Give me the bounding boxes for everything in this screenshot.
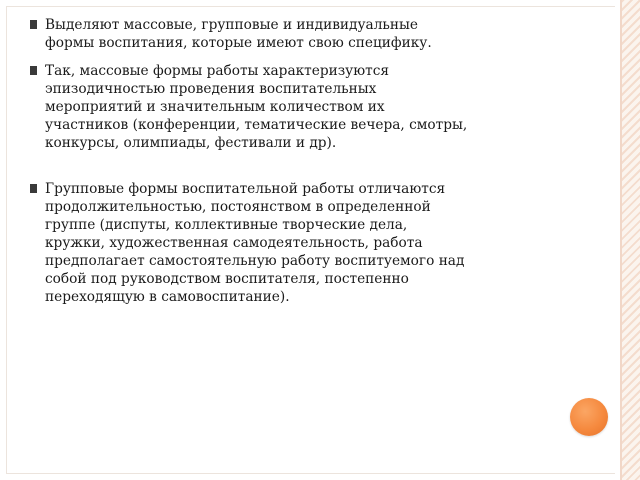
bullet-line: эпизодичностью проведения воспитательных <box>45 81 377 97</box>
bullet-line: предполагает самостоятельную работу воспитуемого над <box>45 253 465 269</box>
bullet-line: кружки, художественная самодеятельность, работа <box>45 235 423 251</box>
square-bullet-icon <box>30 20 37 29</box>
bullet-line: формы воспитания, которые имеют свою специфику. <box>45 35 432 51</box>
bullet-line: Групповые формы воспитательной работы отличаются <box>45 181 446 197</box>
bullet-item <box>30 16 570 52</box>
square-bullet-icon <box>30 66 37 75</box>
bullet-line: участников (конференции, тематические вечера, смотры, <box>45 117 468 133</box>
bullet-line: переходящую в самовоспитание). <box>45 289 290 305</box>
decorative-stripe-band <box>622 0 640 480</box>
bullet-line: конкурсы, олимпиады, фестивали и др). <box>45 135 337 151</box>
bullet-line: Выделяют массовые, групповые и индивидуальные <box>45 17 418 33</box>
square-bullet-icon <box>30 184 37 193</box>
bullet-line: Так, массовые формы работы характеризуются <box>45 63 390 79</box>
bullet-item <box>30 62 570 152</box>
orange-circle-decoration <box>570 398 608 436</box>
bullet-line: мероприятий и значительным количеством их <box>45 99 385 115</box>
bullet-line: группе (диспуты, коллективные творческие дела, <box>45 217 408 233</box>
slide-content <box>30 12 570 306</box>
bullet-line: собой под руководством воспитателя, постепенно <box>45 271 409 287</box>
bullet-line: продолжительностью, постоянством в определенной <box>45 199 431 215</box>
bullet-item <box>30 180 570 306</box>
